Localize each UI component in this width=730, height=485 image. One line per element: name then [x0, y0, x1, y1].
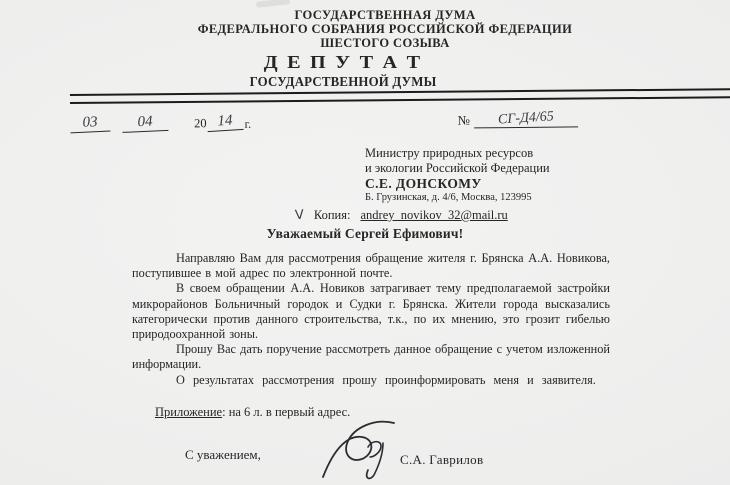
- letterhead-line3: ШЕСТОГО СОЗЫВА: [320, 36, 450, 50]
- date-month-value: 04: [137, 113, 153, 131]
- handwritten-signature: [316, 418, 406, 482]
- copy-line: [295, 208, 595, 223]
- attachment-label: Приложение: [155, 405, 223, 419]
- addressee-address: Б. Грузинская, д. 4/6, Москва, 123995: [365, 192, 532, 203]
- body-paragraph-1: Направляю Вам для рассмотрения обращение жителя г. Брянска А.А. Новикова, поступившее в мой адрес по электронной почте.: [132, 251, 610, 281]
- date-year-unit: г.: [244, 116, 252, 131]
- date-day-field: [70, 113, 111, 134]
- date-year-value: 14: [216, 112, 233, 130]
- letterhead-title: [0, 52, 708, 91]
- date-year-field: [206, 111, 243, 132]
- date-year-prefix: 20: [193, 116, 207, 131]
- addressee-line2: и экологии Российской Федерации: [365, 160, 550, 175]
- signer-name: С.А. Гаврилов: [400, 452, 484, 467]
- letter-body: [132, 251, 610, 388]
- body-paragraph-3: Прошу Вас дать поручение рассмотреть данное обращение с учетом изложенной информации.: [132, 342, 610, 372]
- body-paragraph-4: О результатах рассмотрения прошу проинформировать меня и заявителя.: [176, 372, 596, 387]
- letterhead-line1: ГОСУДАРСТВЕННАЯ ДУМА: [294, 8, 476, 22]
- salutation: Уважаемый Сергей Ефимович!: [266, 226, 464, 241]
- closing-regards: С уважением,: [185, 447, 261, 462]
- date-month-field: [122, 112, 169, 133]
- copy-label: Копия:: [313, 208, 351, 222]
- addressee-block: [295, 146, 595, 223]
- addressee-name: С.Е. ДОНСКОМУ: [365, 176, 482, 191]
- reference-number-field: [474, 108, 578, 128]
- copy-email-link[interactable]: andrey_novikov_32@mail.ru: [360, 208, 508, 222]
- deputy-title: Д Е П У Т А Т: [263, 52, 423, 72]
- reference-number-value: СГ-Д4/65: [497, 109, 555, 128]
- handwritten-check-mark: V: [294, 207, 305, 224]
- attachment-text: : на 6 л. в первый адрес.: [222, 405, 351, 419]
- letterhead-line2: ФЕДЕРАЛЬНОГО СОБРАНИЯ РОССИЙСКОЙ ФЕДЕРАЦИИ: [197, 22, 573, 36]
- date-day-value: 03: [82, 114, 98, 131]
- number-sign: №: [457, 112, 471, 128]
- duma-title: ГОСУДАРСТВЕННОЙ ДУМЫ: [249, 75, 437, 90]
- scan-artifact: [256, 0, 290, 8]
- body-paragraph-2: В своем обращении А.А. Новиков затрагивает тему предполагаемой застройки микрорайонов Больничный городок и Судки г. Брянска. Жители города высказались категорически против данного строительства, т.к., по их мнению, это грозит гибелью природоохранной зоны.: [132, 281, 610, 342]
- addressee-line1: Министру природных ресурсов: [365, 146, 534, 160]
- date-number-row: [70, 101, 578, 132]
- reference-number-group: [458, 108, 579, 128]
- letterhead-top: [20, 8, 730, 50]
